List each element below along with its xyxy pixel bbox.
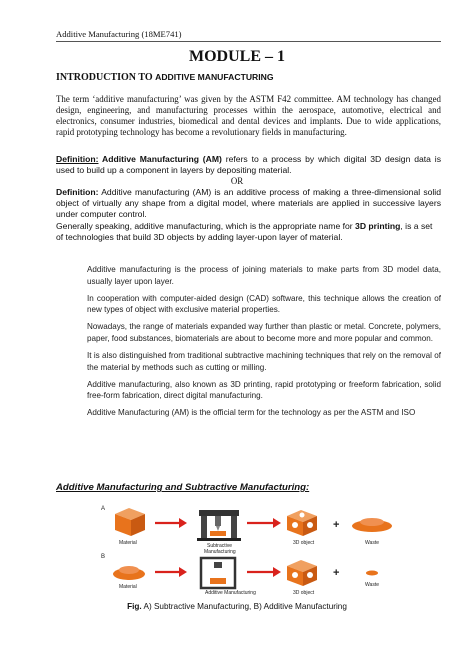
list-item: It is also distinguished from traditional subtractive machining techniques that rely on the removal of the material by methods such as cutting or milling. bbox=[87, 351, 441, 372]
row-a-label-waste: Waste bbox=[365, 540, 379, 546]
section-heading-prefix: INTRODUCTION TO bbox=[56, 72, 156, 83]
intro-paragraph: The term ‘additive manufacturing’ was given by the ASTM F42 committee. AM technology has changed design, engineering, and manufacturing processes within the aerospace, automotive, electrical and electronics, consumer industries, biomedical and dental devices and implants. Due to wide applications, rapid prototyping technology has become a revolutionary fields in manufacturing. bbox=[56, 94, 441, 137]
waste-pile-icon bbox=[352, 518, 392, 532]
plus-sign: + bbox=[333, 519, 340, 531]
definition-1-text: refers to a process by which digital 3D design data is used to build up a component in layers by depositing material. bbox=[56, 154, 441, 175]
definition-2-label: Definition: bbox=[56, 187, 99, 197]
arrow-icon bbox=[155, 567, 187, 577]
general-paragraph-after: , is a set of technologies that build 3D objects by adding layer-upon layer of material. bbox=[56, 221, 433, 242]
general-paragraph bbox=[56, 221, 441, 243]
material-cube-icon bbox=[115, 508, 145, 536]
list-item: Additive Manufacturing (AM) is the official term for the technology as per the ASTM and ISO bbox=[87, 408, 416, 418]
row-b-letter: B bbox=[101, 554, 106, 560]
bullet-list bbox=[87, 264, 441, 425]
row-a-label-material: Material bbox=[119, 540, 137, 546]
list-item: In cooperation with computer-aided design (CAD) software, this technique allows the creation of new types of object with exclusive material properties. bbox=[87, 293, 441, 315]
material-powder-icon bbox=[113, 566, 145, 580]
arrow-icon bbox=[247, 567, 281, 577]
figure-caption-label: Fig. bbox=[127, 602, 142, 611]
definition-1-term: Additive Manufacturing (AM) bbox=[98, 154, 222, 164]
figure-caption bbox=[0, 602, 474, 611]
list-item: Additive manufacturing is the process of joining materials to make parts from 3D model data, usually layer upon layer. bbox=[87, 265, 441, 286]
definition-1-label: Definition: bbox=[56, 154, 99, 164]
definition-2 bbox=[56, 187, 441, 220]
section-heading-am-vs-sm: Additive Manufacturing and Subtractive Manufacturing: bbox=[56, 482, 310, 493]
arrow-icon bbox=[247, 518, 281, 528]
list-item: Nowadays, the range of materials expanded way further than plastic or metal. Concrete, polymers, paper, food substances, biomaterials are about to become more and more popular and common. bbox=[87, 322, 441, 343]
row-b-label-waste: Waste bbox=[365, 582, 379, 588]
waste-small-icon bbox=[366, 571, 378, 576]
milling-machine-icon bbox=[197, 510, 241, 541]
or-separator: OR bbox=[230, 176, 244, 186]
row-b-label-process: Additive Manufacturing bbox=[205, 590, 256, 596]
general-paragraph-bold: 3D printing bbox=[355, 221, 401, 231]
definition-1 bbox=[56, 154, 441, 176]
header-rule bbox=[56, 41, 441, 42]
row-b-label-object: 3D object bbox=[293, 590, 315, 596]
am-vs-sm-figure bbox=[97, 502, 419, 597]
3d-printer-icon bbox=[201, 558, 235, 588]
section-heading-introduction bbox=[56, 72, 274, 83]
3d-object-icon bbox=[287, 510, 317, 536]
3d-object-icon bbox=[287, 560, 317, 586]
row-a-label-process-line2: Manufacturing bbox=[204, 549, 236, 555]
figure-caption-text: A) Subtractive Manufacturing, B) Additive Manufacturing bbox=[141, 602, 347, 611]
row-a-label-process-line1: Subtractive bbox=[207, 543, 233, 549]
row-b-label-material: Material bbox=[119, 584, 137, 590]
list-item: Additive manufacturing, also known as 3D printing, rapid prototyping or freeform fabrication, solid free-form fabrication, direct digital manufacturing. bbox=[87, 379, 441, 401]
running-header: Additive Manufacturing (18ME741) bbox=[56, 29, 182, 39]
definition-2-text: Additive manufacturing (AM) is an additive process of making a three-dimensional solid object of virtually any shape from a digital model, where materials are applied in successive layers under computer control. bbox=[56, 187, 441, 219]
row-a-label-object: 3D object bbox=[293, 540, 315, 546]
row-a-letter: A bbox=[101, 506, 106, 512]
plus-sign: + bbox=[333, 567, 340, 579]
module-title: MODULE – 1 bbox=[189, 48, 285, 65]
section-heading-rest: ADDITIVE MANUFACTURING bbox=[155, 72, 274, 82]
arrow-icon bbox=[155, 518, 187, 528]
general-paragraph-before: Generally speaking, additive manufacturing, which is the appropriate name for bbox=[56, 221, 356, 231]
